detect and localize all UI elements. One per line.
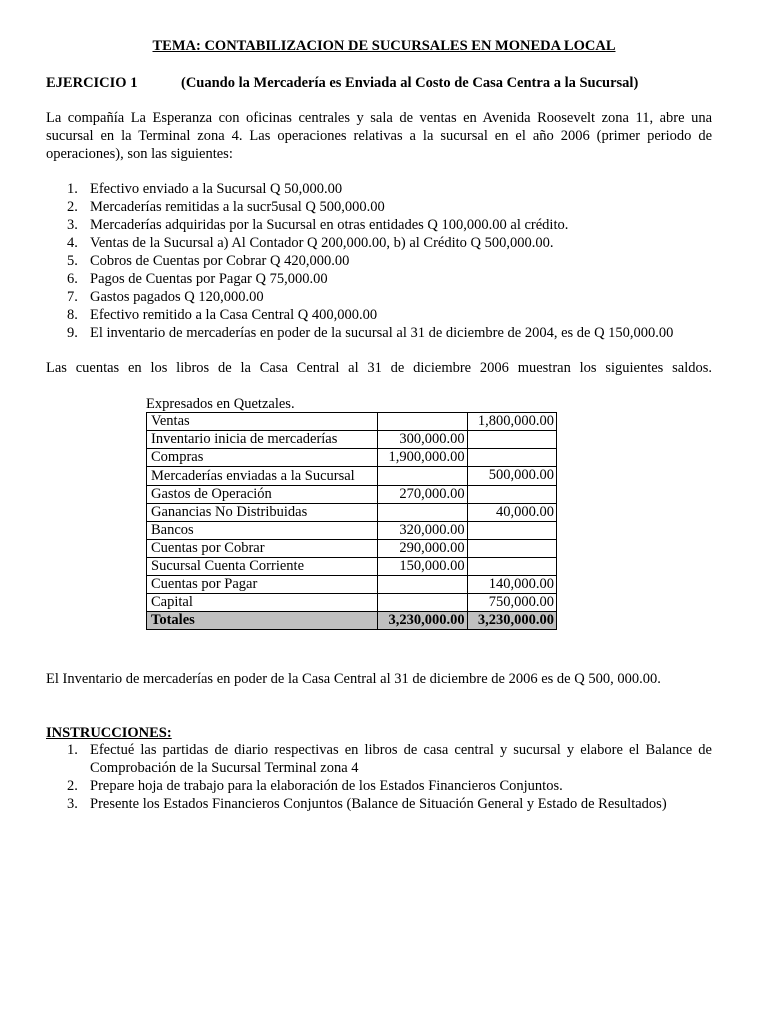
account-cell: Compras bbox=[147, 449, 378, 467]
credit-cell: 140,000.00 bbox=[467, 576, 556, 594]
list-text: El inventario de mercaderías en poder de la sucursal al 31 de diciembre de 2004, es de Q 150,000.00 bbox=[90, 325, 674, 341]
list-number: 1. bbox=[67, 742, 78, 758]
intro-paragraph: La compañía La Esperanza con oficinas centrales y sala de ventas en Avenida Roosevelt zona 11, abre una sucursal en la Terminal zona 4. Las operaciones relativas a la sucursal en el año 2006 (primer periodo de operaciones), son las siguientes: bbox=[46, 110, 712, 162]
totals-label: Totales bbox=[147, 612, 378, 630]
credit-cell bbox=[467, 558, 556, 576]
account-cell: Gastos de Operación bbox=[147, 486, 378, 504]
balance-table bbox=[146, 412, 557, 630]
debit-cell bbox=[378, 576, 467, 594]
debit-cell: 320,000.00 bbox=[378, 522, 467, 540]
list-item bbox=[46, 270, 726, 288]
list-text: Efectivo remitido a la Casa Central Q 400,000.00 bbox=[90, 307, 378, 323]
table-row bbox=[147, 413, 557, 431]
list-item bbox=[46, 180, 726, 198]
table-row bbox=[147, 540, 557, 558]
credit-cell bbox=[467, 522, 556, 540]
list-number: 6. bbox=[67, 271, 78, 287]
list-number: 3. bbox=[67, 796, 78, 812]
totals-credit: 3,230,000.00 bbox=[467, 612, 556, 630]
list-text: Efectivo enviado a la Sucursal Q 50,000.00 bbox=[90, 181, 343, 197]
list-text: Efectué las partidas de diario respectivas en libros de casa central y sucursal y elabore el Balance de Comprobación de la Sucursal Terminal zona 4 bbox=[90, 742, 712, 776]
debit-cell: 1,900,000.00 bbox=[378, 449, 467, 467]
debit-cell: 150,000.00 bbox=[378, 558, 467, 576]
table-row bbox=[147, 558, 557, 576]
exercise-label: EJERCICIO 1 bbox=[46, 75, 138, 91]
account-cell: Cuentas por Cobrar bbox=[147, 540, 378, 558]
list-number: 5. bbox=[67, 253, 78, 269]
list-number: 3. bbox=[67, 217, 78, 233]
account-cell: Bancos bbox=[147, 522, 378, 540]
debit-cell: 300,000.00 bbox=[378, 431, 467, 449]
table-row bbox=[147, 594, 557, 612]
account-cell: Ventas bbox=[147, 413, 378, 431]
credit-cell bbox=[467, 486, 556, 504]
list-number: 1. bbox=[67, 181, 78, 197]
debit-cell bbox=[378, 504, 467, 522]
list-number: 4. bbox=[67, 235, 78, 251]
inventory-paragraph: El Inventario de mercaderías en poder de la Casa Central al 31 de diciembre de 2006 es de Q 500, 000.00. bbox=[46, 671, 661, 687]
list-item bbox=[46, 795, 712, 813]
list-text: Pagos de Cuentas por Pagar Q 75,000.00 bbox=[90, 271, 328, 287]
table-row bbox=[147, 522, 557, 540]
exercise-heading bbox=[46, 74, 726, 92]
account-cell: Ganancias No Distribuidas bbox=[147, 504, 378, 522]
operations-list bbox=[46, 180, 726, 342]
list-text: Mercaderías adquiridas por la Sucursal en otras entidades Q 100,000.00 al crédito. bbox=[90, 217, 569, 233]
list-item bbox=[46, 777, 712, 795]
table-row bbox=[147, 431, 557, 449]
list-item bbox=[46, 234, 726, 252]
credit-cell bbox=[467, 540, 556, 558]
document-title: TEMA: CONTABILIZACION DE SUCURSALES EN MONEDA LOCAL bbox=[152, 38, 616, 54]
account-cell: Sucursal Cuenta Corriente bbox=[147, 558, 378, 576]
credit-cell: 1,800,000.00 bbox=[467, 413, 556, 431]
list-text: Mercaderías remitidas a la sucr5usal Q 500,000.00 bbox=[90, 199, 385, 215]
debit-cell: 270,000.00 bbox=[378, 486, 467, 504]
table-row bbox=[147, 576, 557, 594]
credit-cell bbox=[467, 449, 556, 467]
credit-cell: 500,000.00 bbox=[467, 467, 556, 486]
list-number: 9. bbox=[67, 325, 78, 341]
totals-row bbox=[147, 612, 557, 630]
account-cell: Mercaderías enviadas a la Sucursal bbox=[147, 467, 378, 486]
list-text: Presente los Estados Financieros Conjuntos (Balance de Situación General y Estado de Resultados) bbox=[90, 796, 667, 812]
table-row bbox=[147, 486, 557, 504]
debit-cell bbox=[378, 594, 467, 612]
debit-cell bbox=[378, 413, 467, 431]
list-item bbox=[46, 741, 712, 777]
currency-note: Expresados en Quetzales. bbox=[146, 396, 295, 412]
credit-cell bbox=[467, 431, 556, 449]
list-text: Gastos pagados Q 120,000.00 bbox=[90, 289, 264, 305]
list-item bbox=[46, 324, 726, 342]
instructions-heading: INSTRUCCIONES: bbox=[46, 725, 172, 741]
credit-cell: 40,000.00 bbox=[467, 504, 556, 522]
list-item bbox=[46, 306, 726, 324]
saldos-paragraph: Las cuentas en los libros de la Casa Central al 31 de diciembre 2006 muestran los siguientes saldos. bbox=[46, 360, 712, 376]
debit-cell bbox=[378, 467, 467, 486]
list-number: 2. bbox=[67, 199, 78, 215]
debit-cell: 290,000.00 bbox=[378, 540, 467, 558]
table-row bbox=[147, 449, 557, 467]
list-item bbox=[46, 216, 726, 234]
instructions-list bbox=[46, 741, 712, 813]
account-cell: Inventario inicia de mercaderías bbox=[147, 431, 378, 449]
list-number: 2. bbox=[67, 778, 78, 794]
exercise-subtitle: (Cuando la Mercadería es Enviada al Costo de Casa Centra a la Sucursal) bbox=[181, 75, 639, 91]
list-number: 7. bbox=[67, 289, 78, 305]
list-item bbox=[46, 198, 726, 216]
list-text: Cobros de Cuentas por Cobrar Q 420,000.00 bbox=[90, 253, 350, 269]
list-text: Ventas de la Sucursal a) Al Contador Q 200,000.00, b) al Crédito Q 500,000.00. bbox=[90, 235, 554, 251]
list-number: 8. bbox=[67, 307, 78, 323]
list-text: Prepare hoja de trabajo para la elaboración de los Estados Financieros Conjuntos. bbox=[90, 778, 563, 794]
list-item bbox=[46, 288, 726, 306]
account-cell: Cuentas por Pagar bbox=[147, 576, 378, 594]
totals-debit: 3,230,000.00 bbox=[378, 612, 467, 630]
account-cell: Capital bbox=[147, 594, 378, 612]
list-item bbox=[46, 252, 726, 270]
table-row bbox=[147, 467, 557, 486]
table-row bbox=[147, 504, 557, 522]
credit-cell: 750,000.00 bbox=[467, 594, 556, 612]
